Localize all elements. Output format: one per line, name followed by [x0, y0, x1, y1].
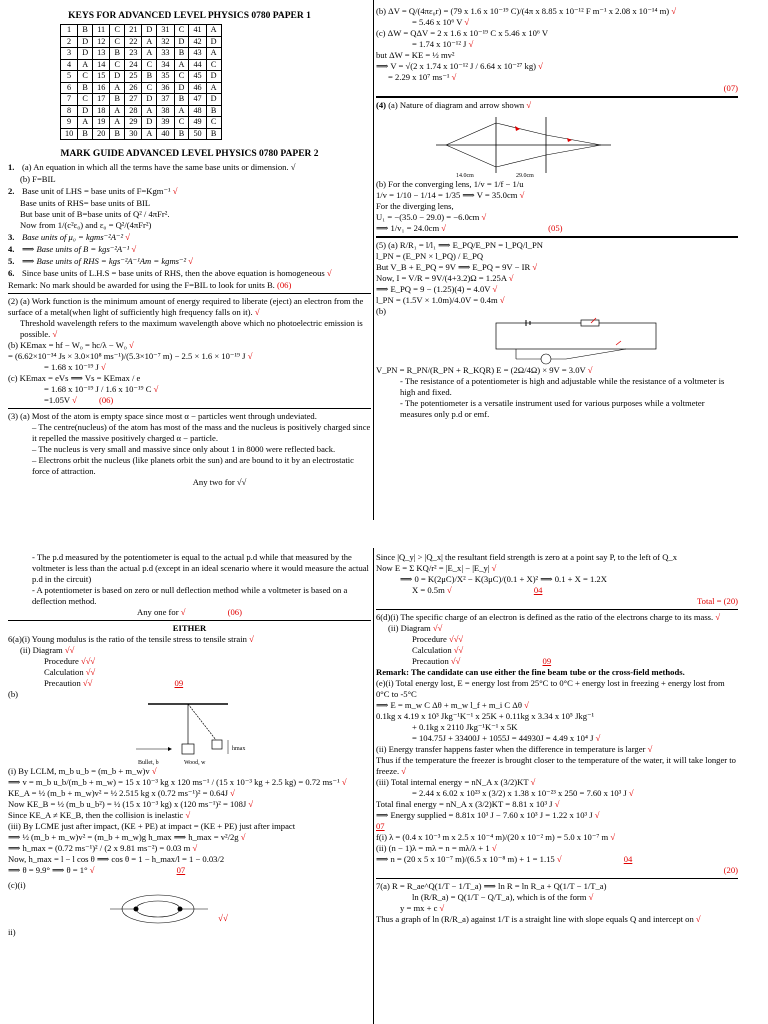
- q3c-line1: (c) ΔW = QΔV = 2 x 1.6 x 10⁻¹⁹ C x 5.46 x 10⁶ V: [376, 28, 549, 38]
- q1-line5: Now from 1/(c²ε₀) and ε₀ = Q²/(4πFr²): [20, 220, 152, 231]
- wood-label: Wood, w: [184, 760, 206, 766]
- q4-marks: (05): [548, 223, 563, 233]
- keys-cell: C: [142, 59, 157, 71]
- q3c-line5: = 2.29 x 10⁷ ms⁻¹: [388, 72, 450, 82]
- q6c7: ⟹ ½ (m_b + m_w)v² = (m_b + m_w)g h_max ⟹ h_max = v²/2g: [8, 832, 239, 842]
- keys-row: [61, 105, 222, 117]
- q3-a: (3) (a) Most of the atom is empty space since most α − particles went through undeviated.: [8, 411, 317, 422]
- keys-cell: 2: [61, 36, 78, 48]
- keys-cell: D: [206, 71, 221, 83]
- keys-cell: 3: [61, 48, 78, 60]
- keys-cell: B: [110, 94, 125, 106]
- keys-cell: 38: [157, 105, 174, 117]
- keys-row: [61, 36, 222, 48]
- r-marks: 09: [542, 656, 552, 666]
- keys-cell: A: [110, 117, 125, 129]
- keys-cell: 11: [93, 25, 110, 37]
- r4-marks: 04: [533, 585, 543, 595]
- keys-cell: 40: [157, 128, 174, 140]
- r21-marks: 04: [623, 854, 633, 864]
- q6-marks: 09: [174, 678, 184, 688]
- keys-cell: A: [78, 117, 93, 129]
- total-20: Total = (20): [697, 596, 738, 606]
- keys-cell: D: [174, 82, 189, 94]
- q4a: (a) Nature of diagram and arrow shown: [388, 100, 525, 110]
- q3c-line2: = 1.74 x 10⁻¹² J: [412, 39, 467, 49]
- r7: Remark: The candidate can use either the fine beam tube or the cross-field methods.: [376, 667, 685, 677]
- q6c4: Now KE_B = ½ (m_b u_b²) = ½ (15 x 10⁻³ kg) x (120 ms⁻¹)² = 108J: [8, 799, 247, 809]
- q2-c2: = 1.68 x 10⁻¹⁹ J / 1.6 x 10⁻¹⁹ C: [44, 384, 152, 395]
- keys-cell: C: [174, 25, 189, 37]
- q5a6: l_PN = (1.5V × 1.0m)/4.0V = 0.4m: [376, 295, 498, 305]
- keys-cell: 9: [61, 117, 78, 129]
- keys-cell: B: [78, 25, 93, 37]
- r21: ⟹ n = (20 x 5 x 10⁻⁷ m)/(6.5 x 10⁻⁸ m) + 1 = 1.15: [376, 854, 555, 864]
- keys-cell: D: [206, 36, 221, 48]
- q6c-marks: 07: [176, 865, 186, 875]
- q6ci: (c)(i): [8, 880, 26, 890]
- q4b1: (b) For the converging lens, 1/v = 1/f − 1/u: [376, 179, 524, 189]
- keys-cell: 31: [157, 25, 174, 37]
- keys-cell: B: [174, 48, 189, 60]
- keys-cell: C: [174, 117, 189, 129]
- p2-l3: Any one for: [137, 607, 179, 617]
- keys-cell: C: [142, 82, 157, 94]
- q6c2: ⟹ v = m_b u_b/(m_b + m_w) = 15 x 10⁻³ kg x 120 ms⁻¹ / (15 x 10⁻³ kg + 2.5 kg) = 0.72 ms⁻¹: [8, 777, 340, 787]
- r1: Since |Q_y| > |Q_x| the resultant field strength is zero at a point say P, to the left of Q_x: [376, 552, 677, 562]
- q3-d2: The nucleus is very small and massive since only about 1 in 8000 were reflected back.: [38, 444, 336, 455]
- q4b3: For the diverging lens,: [376, 201, 454, 211]
- left-column: [8, 6, 371, 488]
- keys-cell: A: [110, 82, 125, 94]
- keys-row: [61, 82, 222, 94]
- keys-cell: B: [78, 82, 93, 94]
- q5d2: The potentiometer is a versatile instrument used for various purposes while a voltmeter measures only p.d or emf.: [400, 398, 705, 419]
- keys-cell: C: [206, 117, 221, 129]
- keys-cell: D: [78, 48, 93, 60]
- keys-cell: C: [174, 71, 189, 83]
- q6b: (b): [8, 689, 19, 699]
- q6-item-diagram: (ii) Diagram: [20, 645, 63, 655]
- keys-cell: D: [110, 71, 125, 83]
- q4b5: ⟹ 1/v₁ = 24.0cm: [376, 223, 440, 233]
- keys-cell: A: [110, 105, 125, 117]
- q6cii: ii): [8, 927, 16, 937]
- keys-cell: 35: [157, 71, 174, 83]
- right-column: Since |Q_y| > |Q_x| the resultant field strength is zero at a point say P, to the left of Q_x Now E = Σ KQ/r² = |E_x| − |E_y| √ ⟹ 0 = K(2μC)/X² − K(3μC)/(0.1 + X)² ⟹ 0.1 + X = 1.2X X = 0.5m √ 04 Total = (20) 6(d)(i) The specific charge of an electron is defined as the ratio of the electrons charge to its mass. √ (ii) Diagram √√ Procedure √√√ Calculation √√ Precaution √√ 09 Remark: The candidate can use either the fine beam tube or the cross-field methods. (e)(i) Total energy lost, E = energy lost from 25°C to 0°C + energy lost in freezing + energy lost from 0°C to -5°C ⟹ E = m_w C Δθ + m_w l_f + m_i C Δθ √ 0.1kg x 4.19 x 10³ Jkg⁻¹K⁻¹ x 25K + 0.11kg x 3.34 x 10⁵ Jkg⁻¹ + 0.1kg x 2110 Jkg⁻¹K⁻¹ x 5K = 104.75J + 33400J + 1055J = 44930J = 4.49 x 10⁴ J √ (ii) Energy transfer happens faster when the difference in temperature is larger √ Thus if the temperature the freezer is brought closer to the temperature of the water, it will take longer to freeze. √ (iii) Total internal energy = nN_A x (3/2)KT √ = 2.44 x 6.02 x 10²³ x (3/2) x 1.38 x 10⁻²³ x 250 = 7.60 x 10³ J √ Total final energy = nN_A x (3/2)KT = 8.81 x 10³ J √ ⟹ Energy supplied = 8.81x 10³ J − 7.60 x 10³ J = 1.22 x 10³ J √ 07 f(i) λ = (0.4 x 10⁻³ m x 2.5 x 10⁻⁴ m)/(20 x 10⁻² m) = 5.0 x 10⁻⁷ m √ (ii) (n − 1)λ = mλ = n = mλ/λ + 1 √ ⟹ n = (20 x 5 x 10⁻⁷ m)/(6.5 x 10⁻⁸ m) + 1 = 1.15 √ 04 (20) 7(a) R = R_ae^Q(1/T − 1/T_a) ⟹ ln R = ln R_a + Q(1/T − 1/T_a) ln (R/R_a) = Q(1/T − Q/T_a), which is of the form √ y = mx + c √ Thus a graph of ln (R/R_a) against 1/T is a straight line with slope equals Q and intercept on √: [376, 552, 738, 924]
- either-heading: EITHER: [172, 623, 207, 633]
- q6c3: KE_A = ½ (m_b + m_w)v² = ½ 2.515 kg x (0.72 ms⁻¹)² = 0.64J: [8, 788, 228, 798]
- q6c5: Since KE_A ≠ KE_B, then the collision is inelastic: [8, 810, 184, 820]
- keys-cell: D: [78, 105, 93, 117]
- keys-cell: 23: [125, 48, 142, 60]
- q2-b3: = 1.68 x 10⁻¹⁹ J: [44, 362, 99, 373]
- keys-cell: 5: [61, 71, 78, 83]
- keys-cell: 17: [93, 94, 110, 106]
- keys-cell: 46: [189, 82, 206, 94]
- q1-line3: Base units of RHS= base units of BIL: [20, 198, 151, 209]
- keys-cell: B: [206, 128, 221, 140]
- q5a5: ⟹ E_PQ = 9 − (1.25)(4) = 4.0V: [376, 284, 491, 294]
- q3c-line4: ⟹ V = √(2 x 1.74 x 10⁻¹² J / 6.64 x 10⁻²⁷ kg): [376, 61, 537, 71]
- keys-cell: 41: [189, 25, 206, 37]
- r14: Thus if the temperature the freezer is brought closer to the temperature of the water, it will take longer to freeze.: [376, 755, 736, 776]
- keys-cell: 15: [93, 71, 110, 83]
- keys-cell: 4: [61, 59, 78, 71]
- r4: X = 0.5m: [412, 585, 445, 595]
- keys-cell: 28: [125, 105, 142, 117]
- r16: = 2.44 x 6.02 x 10²³ x (3/2) x 1.38 x 10⁻²³ x 250 = 7.60 x 10³ J: [412, 788, 627, 798]
- distance-label-1: 14.0cm: [456, 173, 474, 179]
- keys-cell: 39: [157, 117, 174, 129]
- r20: (ii) (n − 1)λ = mλ = n = mλ/λ + 1: [376, 843, 490, 853]
- keys-cell: 37: [157, 94, 174, 106]
- r23: 7(a) R = R_ae^Q(1/T − 1/T_a) ⟹ ln R = ln R_a + Q(1/T − 1/T_a): [376, 881, 607, 891]
- p2-l1: The p.d measured by the potentiometer is equal to the actual p.d while that measured by the voltmeter is less than the actual p.d (except in an ideal scenario where it would measure the actual p.d in the circuit): [32, 552, 369, 584]
- q6c9: Now, h_max = l − l cos θ ⟹ cos θ = 1 − h_max/l = 1 − 0.03/2: [8, 854, 225, 864]
- q4b2: 1/v = 1/10 − 1/14 = 1/35 ⟹ V = 35.0cm: [376, 190, 518, 200]
- keys-cell: C: [110, 36, 125, 48]
- keys-cell: 27: [125, 94, 142, 106]
- keys-cell: A: [174, 105, 189, 117]
- q3-marks: (07): [723, 83, 738, 93]
- q3-d3: Electrons orbit the nucleus (like planets orbit the sun) and are bound to it by an electrostatic force of attraction.: [32, 455, 354, 477]
- q5a1: (5) (a) R/R₁ = l/l₁ ⟹ E_PQ/E_PN = l_PQ/l_PN: [376, 240, 543, 250]
- q2-c3: =1.05V: [44, 395, 70, 406]
- keys-cell: 8: [61, 105, 78, 117]
- r11: + 0.1kg x 2110 Jkg⁻¹K⁻¹ x 5K: [412, 722, 518, 732]
- q5d1: The resistance of a potentiometer is high and adjustable while the resistance of a voltmeter is high and fixed.: [400, 376, 725, 397]
- r2: Now E = Σ KQ/r² = |E_x| − |E_y|: [376, 563, 490, 573]
- keys-cell: 50: [189, 128, 206, 140]
- distance-label-2: 29.0cm: [516, 173, 534, 179]
- q1-line8: ⟹ Base units of RHS = kgs⁻²A⁻¹Am = kgms⁻²: [22, 256, 187, 267]
- p2-l3-marks: (06): [227, 607, 242, 617]
- r10: 0.1kg x 4.19 x 10³ Jkg⁻¹K⁻¹ x 25K + 0.11kg x 3.34 x 10⁵ Jkg⁻¹: [376, 711, 595, 721]
- keys-cell: C: [110, 59, 125, 71]
- r15: (iii) Total internal energy = nN_A x (3/2)KT: [376, 777, 529, 787]
- keys-row: [61, 71, 222, 83]
- q2-c1: (c) KEmax = eVs ⟹ Vs = KEmax / e: [8, 373, 141, 384]
- q1-b: (b) F=BIL: [20, 174, 56, 185]
- q6-item-procedure: Procedure: [44, 656, 79, 666]
- q3b-line1: (b) ΔV = Q/(4πε₀r) = (79 x 1.6 x 10⁻¹⁹ C)/(4π x 8.85 x 10⁻¹² F m⁻¹ x 2.08 x 10⁻¹⁴ m): [376, 6, 670, 16]
- r19: f(i) λ = (0.4 x 10⁻³ m x 2.5 x 10⁻⁴ m)/(20 x 10⁻² m) = 5.0 x 10⁻⁷ m: [376, 832, 609, 842]
- keys-cell: A: [142, 105, 157, 117]
- q1-line2: Base unit of LHS = base units of F=Kgm⁻¹: [22, 186, 171, 197]
- keys-cell: 29: [125, 117, 142, 129]
- r26: Thus a graph of ln (R/R_a) against 1/T is a straight line with slope equals Q and intercept on: [376, 914, 694, 924]
- keys-cell: B: [142, 71, 157, 83]
- q6c1: (i) By LCLM, m_b u_b = (m_b + m_w)v: [8, 766, 150, 776]
- q3b-line2: = 5.46 x 10⁶ V: [412, 17, 463, 27]
- keys-title: KEYS FOR ADVANCED LEVEL PHYSICS 0780 PAPER 1: [68, 11, 311, 21]
- q1-marks: (06): [277, 280, 292, 291]
- hmax-label: hmax: [232, 746, 246, 752]
- r8: (e)(i) Total energy lost, E = energy lost from 25°C to 0°C + energy lost in freezing + energy lost from 0°C to -5°C: [376, 678, 725, 699]
- q2-marks: (06): [98, 395, 114, 406]
- keys-cell: 12: [93, 36, 110, 48]
- svg-text:√√: √√: [218, 913, 228, 923]
- keys-cell: 32: [157, 36, 174, 48]
- keys-cell: 30: [125, 128, 142, 140]
- left-column: - The p.d measured by the potentiometer is equal to the actual p.d while that measured by the voltmeter is less than the actual p.d (except in an ideal scenario where it would measure the actual p.d in the circuit) - A potentiometer is based on zero or null deflection method while a voltmeter is based on a deflection method. Any one for √ (06) EITHER 6(a)(i) Young modulus is the ratio of the tensile stress to tensile strain √ (ii) Diagram √√ Procedure √√√ Calculation √√ Precaution √√ 09 (b) hmax Bullet, b Wood, w (i) By LCLM, m_b u_b = (m_b + m_w)v √ ⟹ v = m_b u_b/(m_b + m_w) = 15 x 10⁻³ kg x 120 ms⁻¹ / (15 x 10⁻³ kg + 2.5 kg) = 0.72 ms⁻¹ √ KE_A = ½ (m_b + m_w)v² = ½ 2.515 kg x (0.72 ms⁻¹)² = 0.64J √ Now KE_B = ½ (m_b u_b²) = ½ (15 x 10⁻³ kg) x (120 ms⁻¹)² = 108J √ Since KE_A ≠ KE_B, then the collision is inelastic √ (iii) By LCME just after impact, (KE + PE) at impact = (KE + PE) just after impact ⟹ ½ (m_b + m_w)v² = (m_b + m_w)g h_max ⟹ h_max = v²/2g √ ⟹ h_max = (0.72 ms⁻¹)² / (2 x 9.81 ms⁻²) = 0.03 m √ Now, h_max = l − l cos θ ⟹ cos θ = 1 − h_max/l = 1 − 0.03/2 ⟹ θ = 9.9° ⟹ θ = 1° √ 07 (c)(i) √√ ii): [8, 552, 371, 938]
- q3-block: (3) (a) Most of the atom is empty space since most α − particles went through undeviated. – The centre(nucleus) of the atom has most of the mass and the nucleus is positively charged since it repelled the massive positively charged α − particle. – The nucleus is very small and massive since only about 1 in 8000 were reflected back. – Electrons orbit the nucleus (like planets orbit the sun) and are bound to it by an electrostatic force of attraction. Any two for √√: [8, 411, 371, 488]
- keys-cell: A: [78, 59, 93, 71]
- q6a: 6(a)(i) Young modulus is the ratio of the tensile stress to tensile strain: [8, 634, 247, 644]
- keys-cell: 33: [157, 48, 174, 60]
- r-item-precaution: Precaution: [412, 656, 449, 666]
- keys-cell: 16: [93, 82, 110, 94]
- keys-row: [61, 117, 222, 129]
- keys-cell: 10: [61, 128, 78, 140]
- keys-cell: 21: [125, 25, 142, 37]
- keys-cell: C: [78, 71, 93, 83]
- keys-cell: 7: [61, 94, 78, 106]
- r9: ⟹ E = m_w C Δθ + m_w l_f + m_i C Δθ: [376, 700, 522, 710]
- r24: ln (R/R_a) = Q(1/T − Q/T_a), which is of the form: [412, 892, 587, 902]
- keys-cell: D: [174, 36, 189, 48]
- q1-line9: Since base units of L.H.S = base units of RHS, then the above equation is homogeneous: [22, 268, 325, 279]
- q5a3: But V_B + E_PQ = 9V ⟹ E_PQ = 9V − IR: [376, 262, 531, 272]
- column-divider: [373, 548, 374, 1024]
- r-item-diagram: (ii) Diagram: [388, 623, 431, 633]
- keys-cell: 25: [125, 71, 142, 83]
- keys-cell: 36: [157, 82, 174, 94]
- q4b4: U₁ = −(35.0 − 29.0) = −6.0cm: [376, 212, 480, 222]
- keys-cell: D: [142, 25, 157, 37]
- keys-cell: 44: [189, 59, 206, 71]
- keys-cell: A: [174, 59, 189, 71]
- keys-cell: A: [142, 48, 157, 60]
- keys-cell: B: [110, 48, 125, 60]
- ballistic-pendulum-diagram: [128, 700, 308, 766]
- r18-marks: 07: [376, 821, 385, 831]
- q2-b1: (b) KEmax = hf − W₀ = hc/λ − W₀: [8, 340, 127, 351]
- keys-cell: D: [78, 36, 93, 48]
- guide-title: MARK GUIDE ADVANCED LEVEL PHYSICS 0780 PAPER 2: [60, 149, 319, 160]
- q5a2: l_PN = (E_PN × l_PQ) / E_PQ: [376, 251, 484, 261]
- right-column: (b) ΔV = Q/(4πε₀r) = (79 x 1.6 x 10⁻¹⁹ C)/(4π x 8.85 x 10⁻¹² F m⁻¹ x 2.08 x 10⁻¹⁴ m) √ = 5.46 x 10⁶ V √ (c) ΔW = QΔV = 2 x 1.6 x 10⁻¹⁹ C x 5.46 x 10⁶ V = 1.74 x 10⁻¹² J √ but ΔW = KE = ½ mv² ⟹ V = √(2 x 1.74 x 10⁻¹² J / 6.64 x 10⁻²⁷ kg) √ = 2.29 x 10⁷ ms⁻¹ √ (07) (4) (a) Nature of diagram and arrow shown √ 14.0cm 29.0cm (b) For the converging lens, 1/v = 1/f − 1/u 1/v = 1/10 − 1/14 = 1/35 ⟹ V = 35.0cm √ For the diverging lens, U₁ = −(35.0 − 29.0) = −6.0cm √ ⟹ 1/v₁ = 24.0cm √ (05) (5) (a) R/R₁ = l/l₁ ⟹ E_PQ/E_PN = l_PQ/l_PN l_PN = (E_PN × l_PQ) / E_PQ But V_B + E_PQ = 9V ⟹ E_PQ = 9V − IR √ Now, I = V/R = 9V/(4+3.2)Ω = 1.25A √ ⟹ E_PQ = 9 − (1.25)(4) = 4.0V √ l_PN = (1.5V × 1.0m)/4.0V = 0.4m √ (b) V_PN = R_PN/(R_PN + R_KQR) E = (2Ω/4Ω) × 9V = 3.0V √ - The resistance of a potentiometer is high and adjustable while the resistance of a voltmeter is high and fixed. - The potentiometer is a versatile instrument used for various purposes while a voltmeter measures only p.d or emf.: [376, 6, 738, 419]
- q6c6: (iii) By LCME just after impact, (KE + PE) at impact = (KE + PE) just after impact: [8, 821, 296, 831]
- keys-cell: 24: [125, 59, 142, 71]
- r25: y = mx + c: [400, 903, 438, 913]
- q1-remark: Remark: No mark should be awarded for using the F=BIL to look for units B.: [8, 280, 275, 291]
- q6-item-calculation: Calculation: [44, 667, 84, 677]
- keys-cell: B: [78, 128, 93, 140]
- keys-cell: D: [142, 117, 157, 129]
- keys-cell: D: [206, 94, 221, 106]
- q1-line7: ⟹ Base units of B = kgs⁻²A⁻¹: [22, 244, 130, 255]
- keys-cell: 45: [189, 71, 206, 83]
- keys-row: [61, 59, 222, 71]
- r12: = 104.75J + 33400J + 1055J = 44930J = 4.49 x 10⁴ J: [412, 733, 594, 743]
- keys-cell: 47: [189, 94, 206, 106]
- keys-cell: 48: [189, 105, 206, 117]
- keys-cell: 14: [93, 59, 110, 71]
- r3: ⟹ 0 = K(2μC)/X² − K(3μC)/(0.1 + X)² ⟹ 0.1 + X = 1.2X: [400, 574, 607, 584]
- q1-line4-frac: Q² / 4πFr²: [132, 209, 168, 220]
- q1-block: 1. (a) An equation in which all the terms have the same base units or dimension. √ (b) F=BIL 2. Base unit of LHS = base units of F=Kgm⁻¹ √ Base units of RHS= base units of BIL But base unit of B=base units of Q² / 4πFr². Now from 1/(c²ε₀) and ε₀ = Q²/(4πFr²) 3. Base units of μ₀ = kgms⁻²A⁻² √ 4. ⟹ Base units of B = kgs⁻²A⁻¹ √ 5. ⟹ Base units of RHS = kgs⁻²A⁻¹Am = kgms⁻² √ 6. Since base units of L.H.S = base units of RHS, then the above equation is homogeneous √ Remark: No mark should be awarded for using the F=BIL to look for units B. (06): [8, 162, 371, 291]
- keys-cell: B: [174, 94, 189, 106]
- r6: 6(d)(i) The specific charge of an electron is defined as the ratio of the electrons charge to its mass.: [376, 612, 714, 622]
- answer-keys-table: [60, 24, 222, 140]
- keys-cell: 42: [189, 36, 206, 48]
- keys-cell: B: [206, 105, 221, 117]
- q2-block: (2) (a) Work function is the minimum amount of energy required to liberate (eject) an electron from the surface of a metal(when light of sufficiently high frequency falls on it). √ Threshold wavelength refers to the maximum wavelength above which no photoelectric emission is possible. √ (b) KEmax = hf − W₀ = hc/λ − W₀ √ = (6.62×10⁻³⁴ Js × 3.0×10⁸ ms⁻¹)/(5.3×10⁻⁷ m) − 2.5 × 1.6 × 10⁻¹⁹ J √ = 1.68 x 10⁻¹⁹ J √ (c) KEmax = eVs ⟹ Vs = KEmax / e = 1.68 x 10⁻¹⁹ J / 1.6 x 10⁻¹⁹ C √ =1.05V √ (06): [8, 296, 364, 406]
- keys-cell: B: [110, 128, 125, 140]
- keys-cell: C: [110, 25, 125, 37]
- q6-item-precaution: Precaution: [44, 678, 81, 688]
- keys-cell: 19: [93, 117, 110, 129]
- keys-cell: A: [206, 25, 221, 37]
- r18: ⟹ Energy supplied = 8.81x 10³ J − 7.60 x 10³ J = 1.22 x 10³ J: [376, 810, 593, 820]
- keys-cell: 26: [125, 82, 142, 94]
- q5a4: Now, I = V/R = 9V/(4+3.2)Ω = 1.25A: [376, 273, 507, 283]
- field-lines-diagram: [108, 891, 248, 927]
- q1-line4: But base unit of B=base units of: [20, 209, 131, 220]
- keys-cell: 6: [61, 82, 78, 94]
- q2-b2: = (6.62×10⁻³⁴ Js × 3.0×10⁸ ms⁻¹)/(5.3×10⁻⁷ m) − 2.5 × 1.6 × 10⁻¹⁹ J: [8, 351, 246, 362]
- q2-a2: Threshold wavelength refers to the maximum wavelength above which no photoelectric emission is possible.: [20, 318, 363, 340]
- keys-cell: C: [78, 94, 93, 106]
- keys-cell: B: [174, 128, 189, 140]
- keys-cell: 43: [189, 48, 206, 60]
- keys-cell: 1: [61, 25, 78, 37]
- r-item-procedure: Procedure: [412, 634, 447, 644]
- keys-cell: 34: [157, 59, 174, 71]
- bullet-label: Bullet, b: [138, 760, 159, 766]
- keys-cell: 20: [93, 128, 110, 140]
- r17: Total final energy = nN_A x (3/2)KT = 8.81 x 10³ J: [376, 799, 553, 809]
- keys-cell: A: [206, 48, 221, 60]
- keys-row: [61, 94, 222, 106]
- answer-sheet-page-2: [0, 548, 768, 1024]
- keys-cell: A: [142, 128, 157, 140]
- total-20b: (20): [723, 865, 738, 875]
- keys-row: [61, 48, 222, 60]
- page-gap: [0, 520, 768, 548]
- p2-l2: A potentiometer is based on zero or null deflection method while a voltmeter is based on a deflection method.: [32, 585, 348, 606]
- keys-cell: 49: [189, 117, 206, 129]
- arrow-icon: [567, 138, 572, 142]
- keys-cell: D: [142, 94, 157, 106]
- r-item-calculation: Calculation: [412, 645, 452, 655]
- q2-a1: (2) (a) Work function is the minimum amount of energy required to liberate (eject) an electron from the surface of a metal(when light of sufficiently high frequency falls on it).: [8, 296, 364, 318]
- keys-cell: A: [206, 82, 221, 94]
- keys-cell: C: [206, 59, 221, 71]
- q3c-line3: but ΔW = KE = ½ mv²: [376, 50, 455, 60]
- q6c10: ⟹ θ = 9.9° ⟹ θ = 1°: [8, 865, 88, 875]
- column-divider: [373, 0, 374, 520]
- keys-cell: 22: [125, 36, 142, 48]
- keys-cell: 18: [93, 105, 110, 117]
- q3-any: Any two for √√: [192, 477, 247, 488]
- q3-d1: The centre(nucleus) of the atom has most of the mass and the nucleus is positively charged since it repelled the massive positively charged α − particle.: [32, 422, 371, 444]
- q1-a: (a) An equation in which all the terms have the same base units or dimension. √: [22, 162, 296, 173]
- potentiometer-circuit-diagram: [486, 317, 686, 365]
- lens-ray-diagram: [376, 111, 616, 179]
- keys-cell: A: [142, 36, 157, 48]
- q1-line6: Base units of μ₀ = kgms⁻²A⁻²: [22, 232, 124, 243]
- keys-cell: 13: [93, 48, 110, 60]
- q5c: V_PN = R_PN/(R_PN + R_KQR) E = (2Ω/4Ω) × 9V = 3.0V: [376, 365, 586, 375]
- keys-row: [61, 25, 222, 37]
- r13: (ii) Energy transfer happens faster when the difference in temperature is larger: [376, 744, 646, 754]
- keys-row: [61, 128, 222, 140]
- q5b: (b): [376, 306, 387, 316]
- q6c8: ⟹ h_max = (0.72 ms⁻¹)² / (2 x 9.81 ms⁻²) = 0.03 m: [8, 843, 191, 853]
